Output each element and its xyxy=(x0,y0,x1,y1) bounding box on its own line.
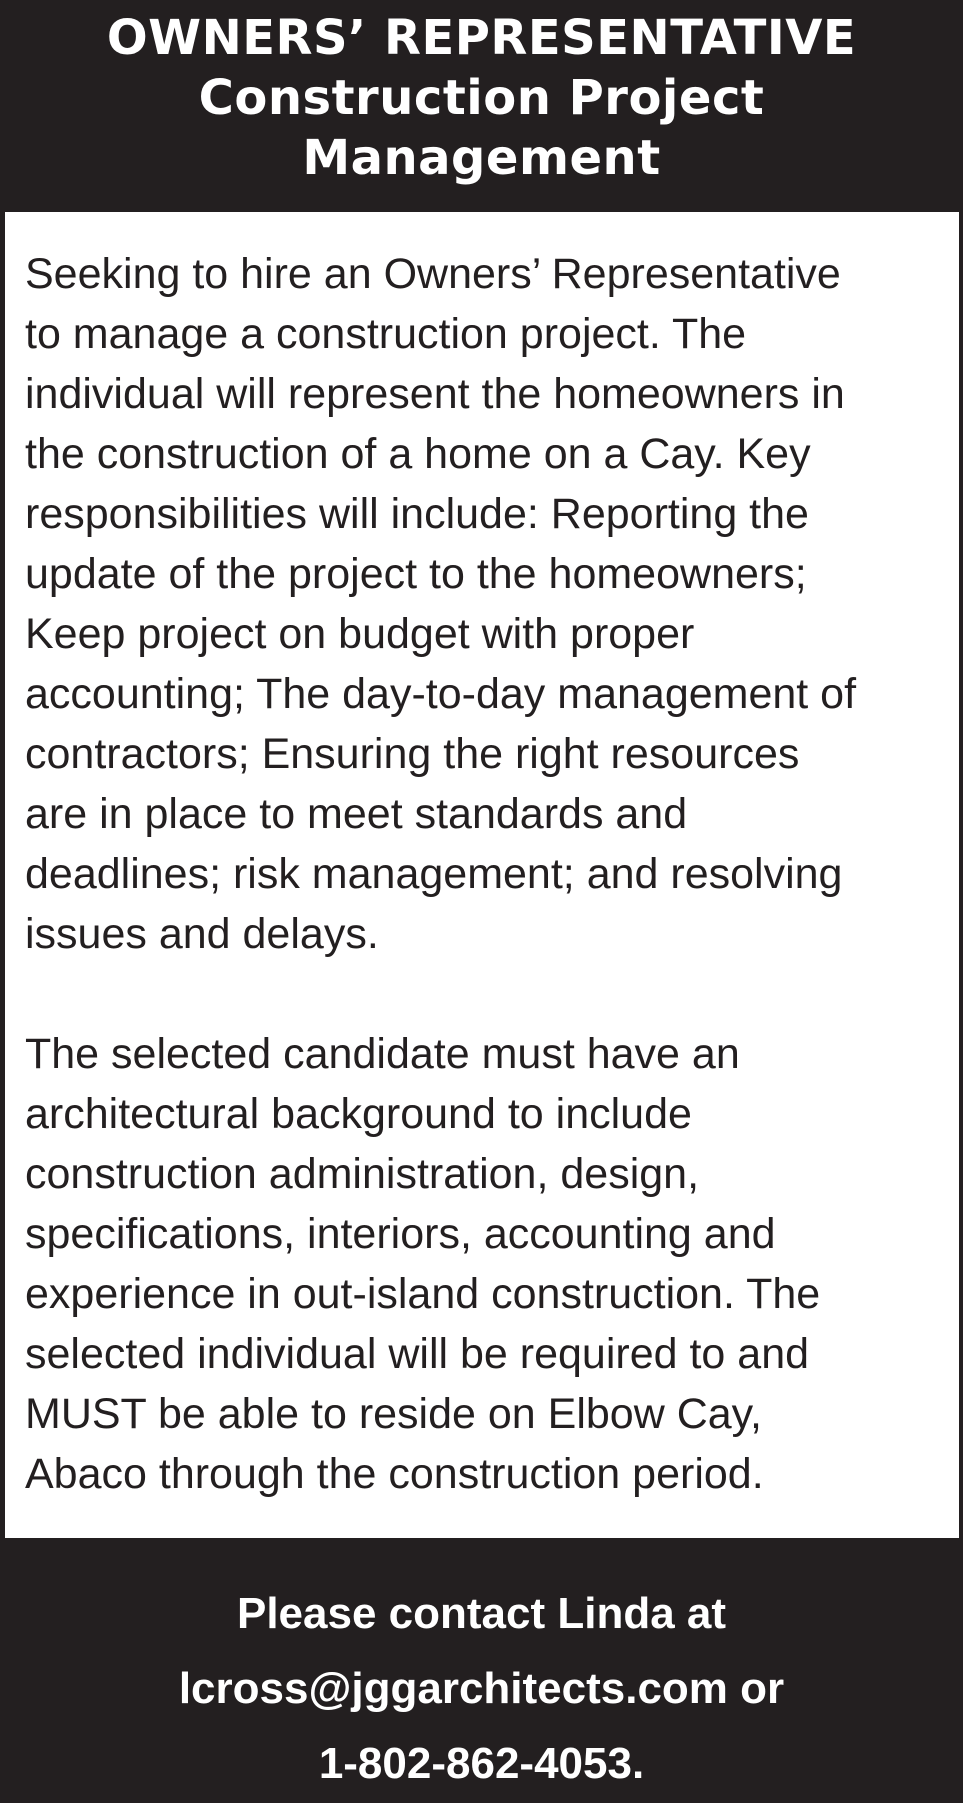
ad-contact xyxy=(0,1538,963,1803)
contact-email: lcross@jggarchitects.com or xyxy=(178,1664,785,1713)
contact-phone: 1-802-862-4053. xyxy=(318,1739,645,1788)
ad-title-line-2: Construction Project xyxy=(198,70,765,126)
requirements-paragraph: The selected candidate must have an architectural background to include construction administration, design, specifications, interiors, accounting and experience in out-island construction. The selected individual will be required to and MUST be able to reside on Elbow Cay, Abaco through the construction period. xyxy=(25,1030,821,1498)
job-description-paragraph: Seeking to hire an Owners’ Representative to manage a construction project. The individual will represent the homeowners in the construction of a home on a Cay. Key responsibilities will include: Reporting the update of the project to the homeowners; Keep project on budget with proper accounting; The day-to-day management of contractors; Ensuring the right resources are in place to meet standards and deadlines; risk management; and resolving issues and delays. xyxy=(25,250,857,958)
contact-line-1: Please contact Linda at xyxy=(236,1589,727,1638)
ad-body xyxy=(5,212,959,1538)
ad-title-line-3: Management xyxy=(302,130,661,186)
ad-title-line-1: OWNERS’ REPRESENTATIVE xyxy=(106,10,857,66)
ad-header xyxy=(0,0,963,212)
